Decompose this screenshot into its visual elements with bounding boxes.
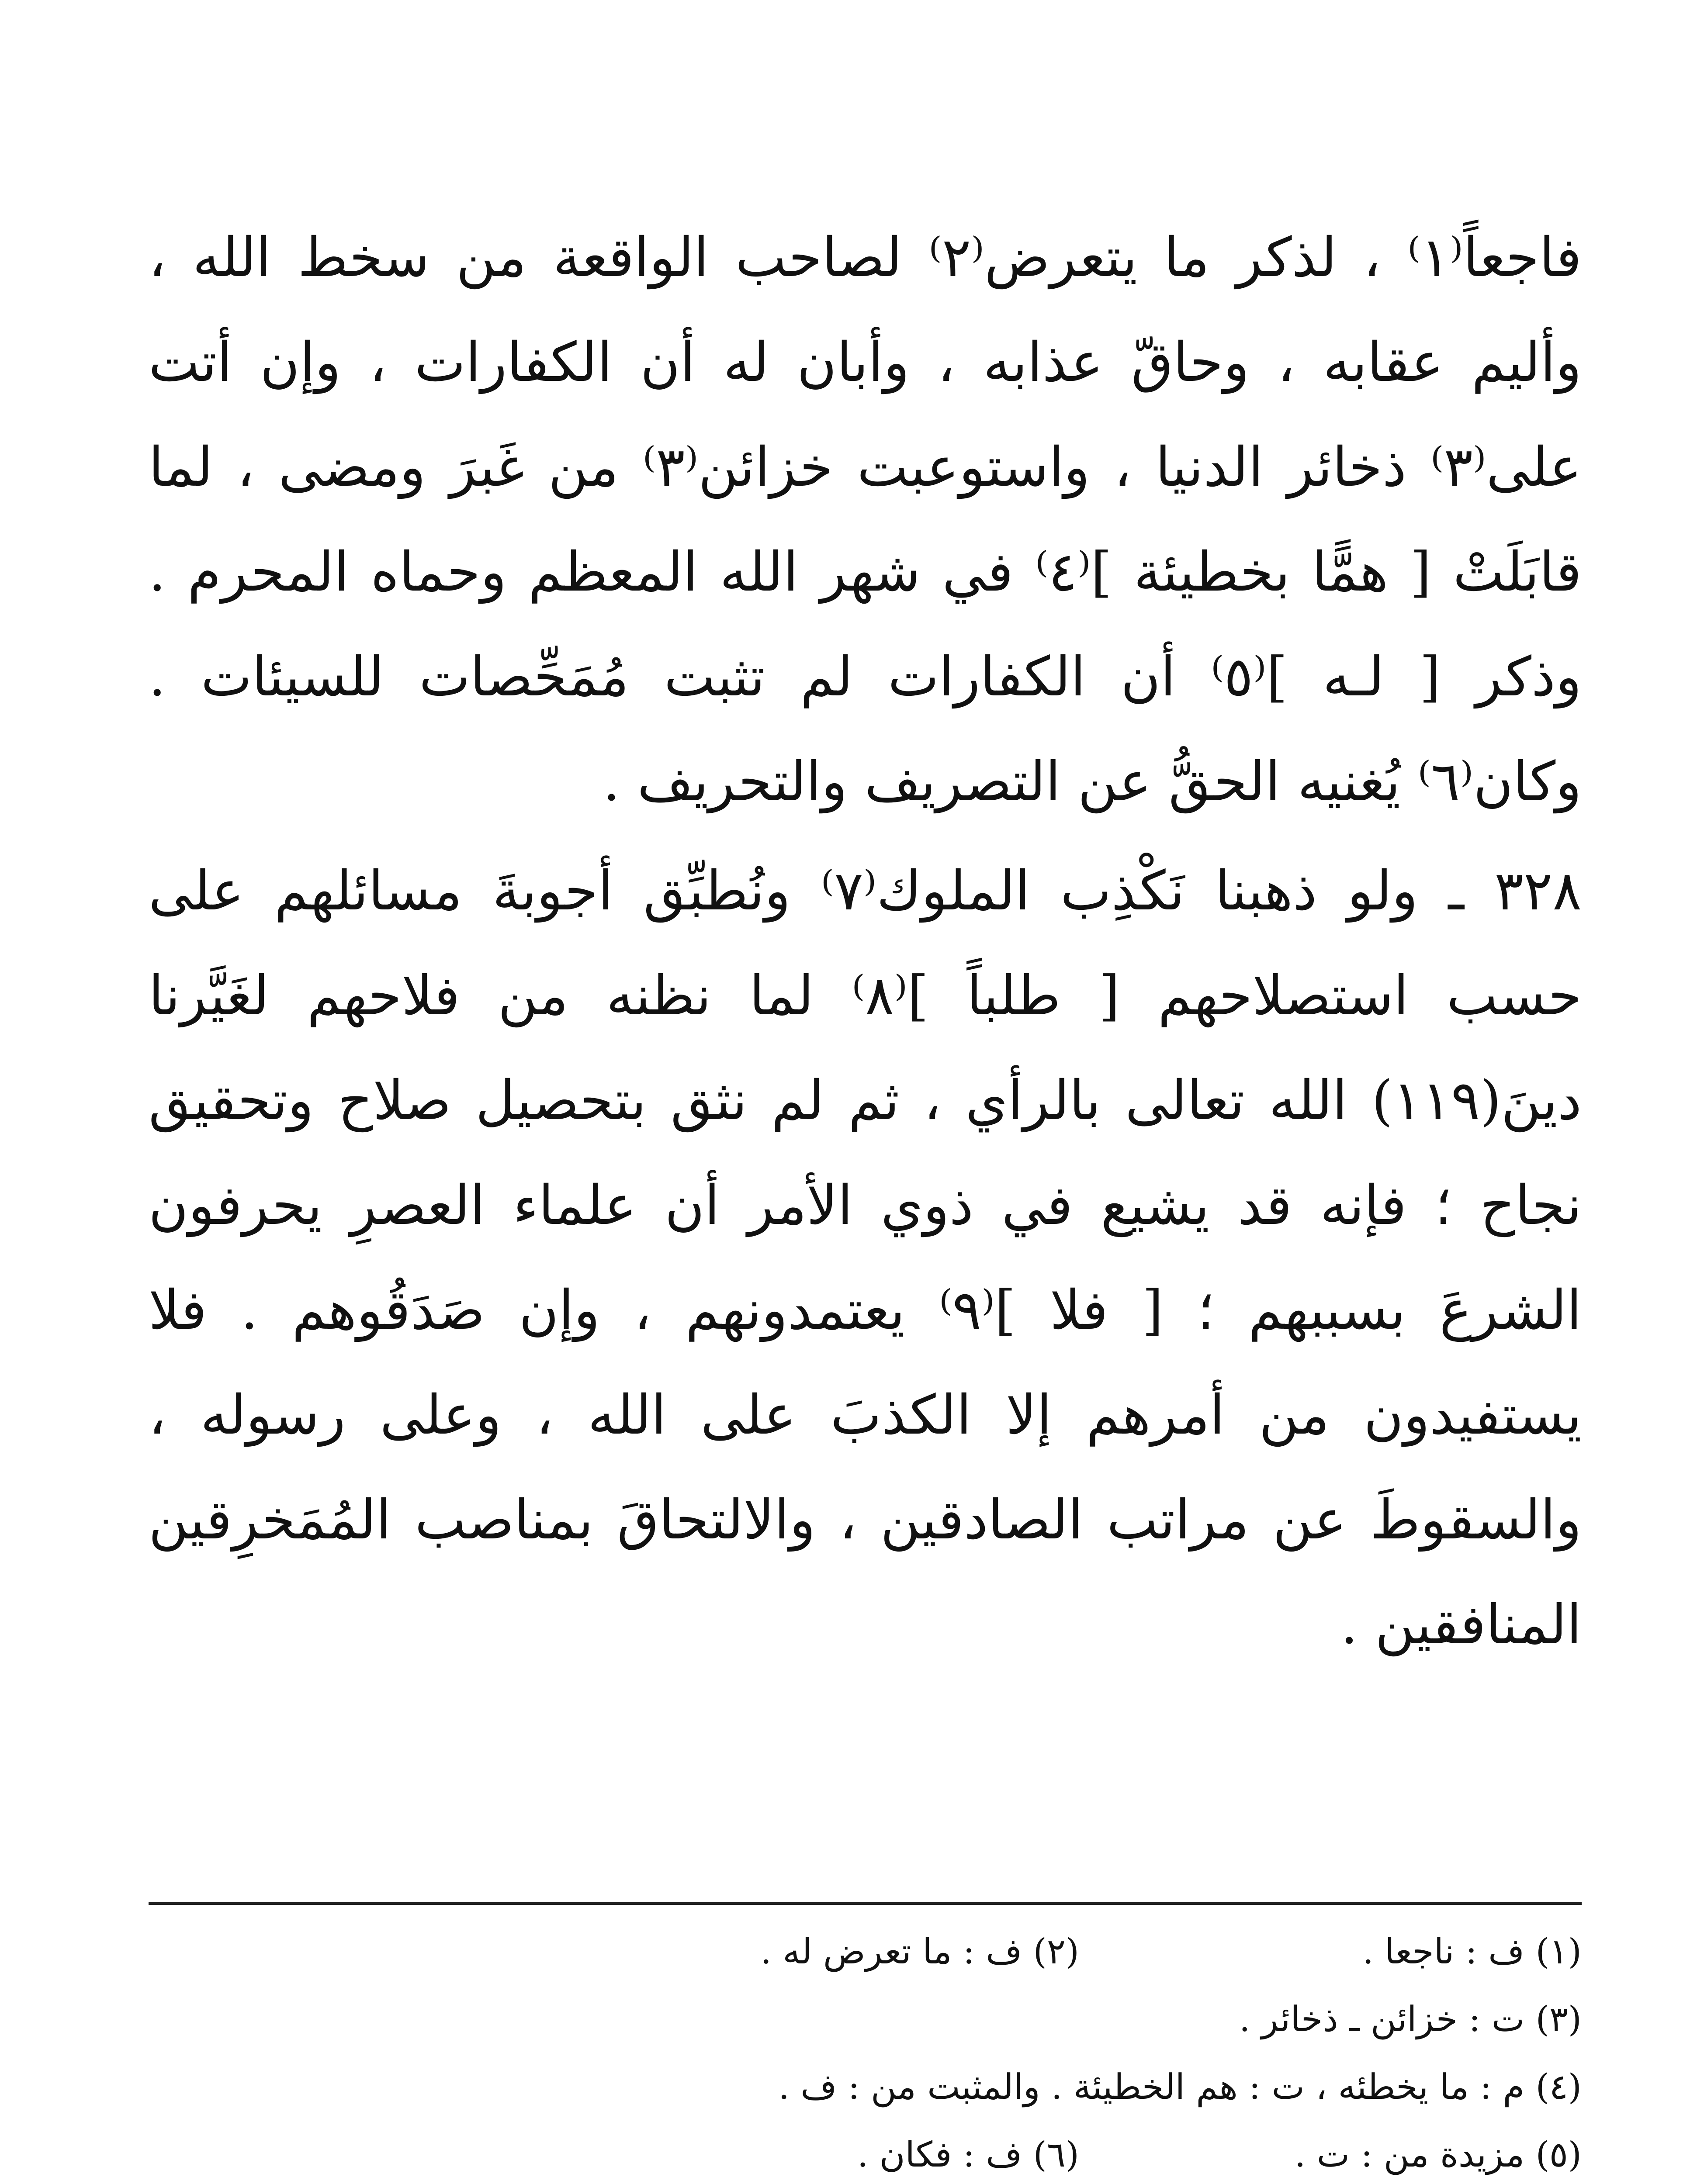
footnote-3: (٣) ت : خزائن ـ ذخائر .	[1239, 1999, 1582, 2039]
paragraph-1: فاجعاً⁽١⁾ ، لذكر ما يتعرض⁽٢⁾ لصاحب الواقعة من سخط الله ، وأليم عقابه ، وحاقّ عذابه ، وأبان له أن الكفارات ، وإن أتت على⁽٣⁾ ذخائر الدنيا ، واستوعبت خزائن⁽٣⁾ من غَبرَ ومضى ، لما قابَلَتْ [ همًّا بخطيئة ]⁽٤⁾ في شهر الله المعظم وحماه المحرم . وذكر [ لـه ]⁽٥⁾ أن الكفارات لم تثبت مُمَحِّصات للسيئات . وكان⁽٦⁾ يُغنيه الحقُّ عن التصريف والتحريف .	[149, 226, 1582, 813]
footnote-row	[149, 2121, 1582, 2184]
footnote-5: (٥) مزيدة من : ت .	[1294, 2134, 1582, 2175]
footnote-row	[149, 1985, 1582, 2053]
footnotes	[149, 1918, 1582, 2184]
footnote-2: (٢) ف : ما تعرض له .	[760, 1931, 1079, 1972]
footnote-6: (٦) ف : فكان .	[857, 2134, 1079, 2175]
footnote-1: (١) ف : ناجعا .	[1362, 1931, 1582, 1972]
page-body	[149, 205, 1582, 2175]
footnote-row	[149, 2053, 1582, 2121]
paragraph-328: ٣٢٨ ـ ولو ذهبنا نَكْذِب الملوك⁽٧⁾ ونُطبِّق أجوبةَ مسائلهم على حسب استصلاحهم [ طلباً ]⁽٨⁾ لما نظنه من فلاحهم لغَيَّرنا دينَ(١١٩) الله تعالى بالرأي ، ثم لم نثق بتحصيل صلاح وتحقيق نجاح ؛ فإنه قد يشيع في ذوي الأمر أن علماء العصرِ يحرفون الشرعَ بسببهم ؛ [ فلا ]⁽٩⁾ يعتمدونهم ، وإن صَدَقُوهم . فلا يستفيدون من أمرهم إلا الكذبَ على الله ، وعلى رسوله ، والسقوطَ عن مراتب الصادقين ، والالتحاقَ بمناصب المُمَخرِقين المنافقين .	[149, 860, 1582, 1656]
footnote-divider	[149, 1902, 1582, 1905]
footnote-4: (٤) م : ما يخطئه ، ت : هم الخطيئة . والمثبت من : ف .	[778, 2067, 1582, 2107]
footnote-row	[149, 1918, 1582, 1985]
